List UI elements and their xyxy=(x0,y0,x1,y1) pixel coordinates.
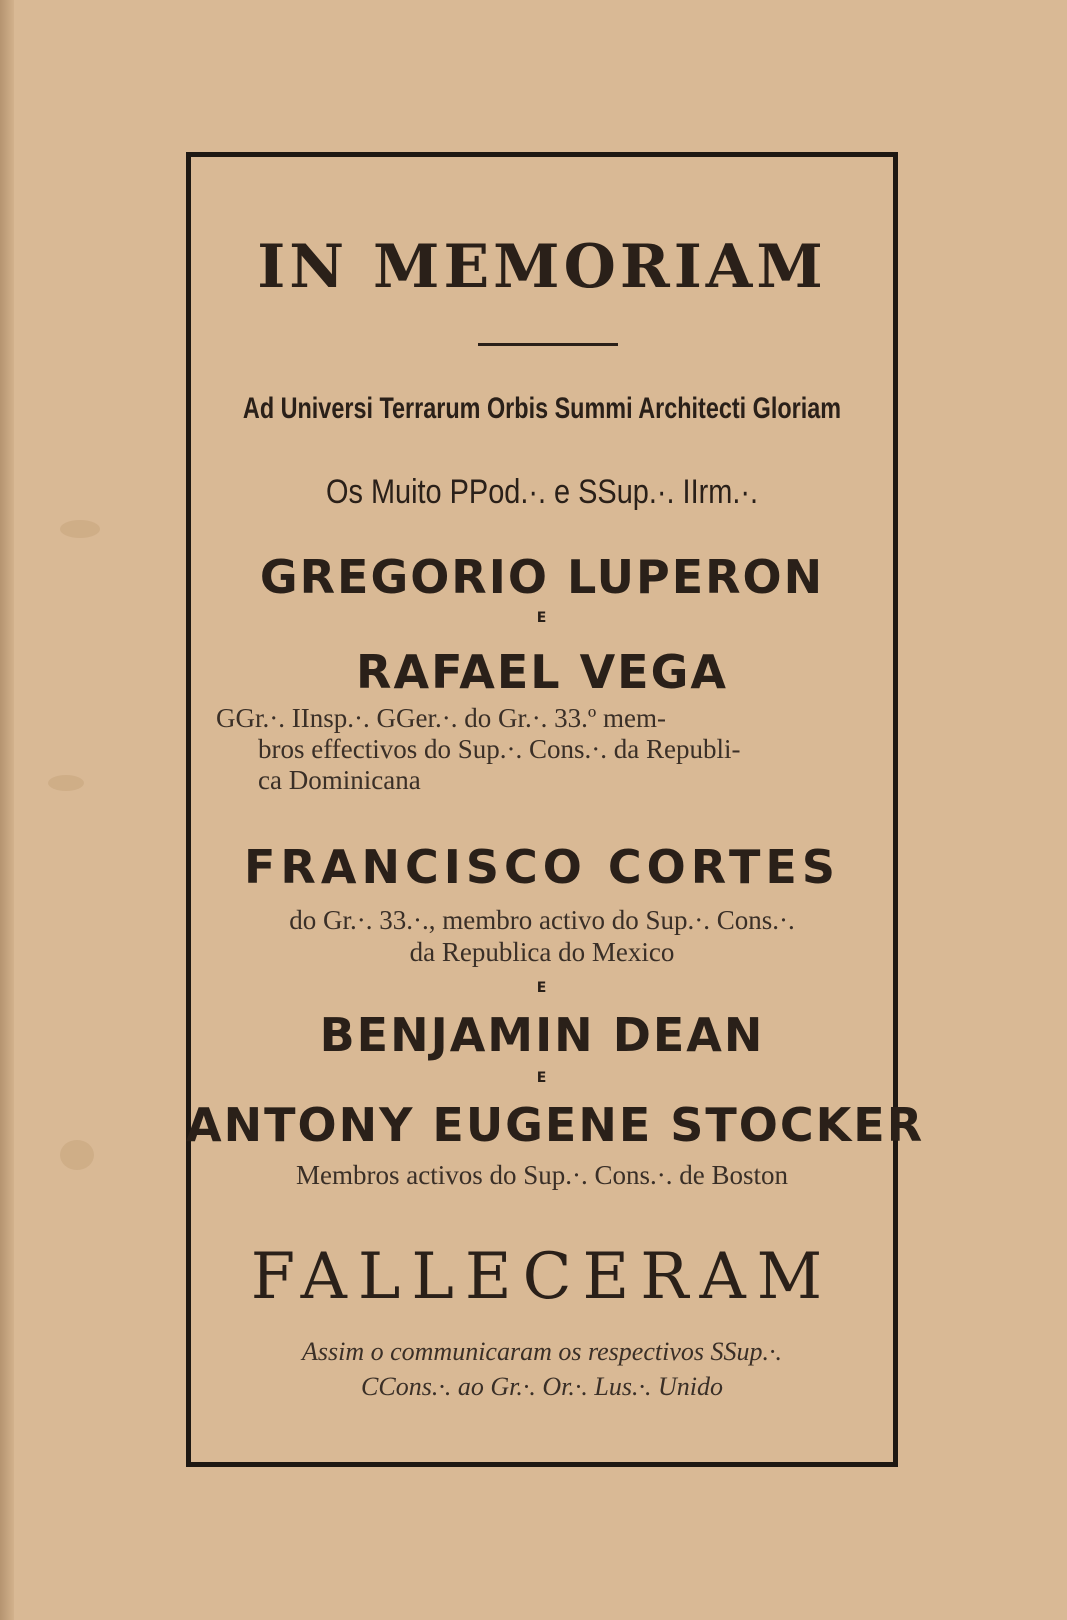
conjunction: E xyxy=(536,980,548,996)
paragraph-line: bros effectivos do Sup.·. Cons.·. da Republi- xyxy=(258,734,741,764)
conjunction: E xyxy=(536,610,548,626)
paragraph-line: GGr.·. IInsp.·. GGer.·. do Gr.·. 33.º mem- xyxy=(216,703,667,733)
conjunction: E xyxy=(536,1070,548,1086)
paragraph-mexico-line2: da Republica do Mexico xyxy=(409,937,675,967)
subtitle: Os Muito PPod.·. e SSup.·. IIrm.·. xyxy=(325,473,759,511)
name-antony-eugene-stocker: ANTONY EUGENE STOCKER xyxy=(186,1098,925,1152)
name-francisco-cortes: FRANCISCO CORTES xyxy=(244,840,840,894)
falleceram-heading: FALLECERAM xyxy=(250,1240,834,1314)
motto: Ad Universi Terrarum Orbis Summi Architecti Gloriam xyxy=(242,392,842,425)
name-rafael-vega: RAFAEL VEGA xyxy=(356,645,728,699)
name-benjamin-dean: BENJAMIN DEAN xyxy=(319,1008,765,1062)
paragraph-mexico-line1: do Gr.·. 33.·., membro activo do Sup.·. Cons.·. xyxy=(289,905,795,935)
page-title: IN MEMORIAM xyxy=(257,232,827,302)
paragraph-line: ca Dominicana xyxy=(258,765,421,795)
paragraph-dominicana xyxy=(216,703,876,796)
name-gregorio-luperon: GREGORIO LUPERON xyxy=(259,550,825,604)
title-divider xyxy=(478,343,618,346)
closing-line2: CCons.·. ao Gr.·. Or.·. Lus.·. Unido xyxy=(361,1372,723,1401)
paragraph-boston: Membros activos do Sup.·. Cons.·. de Boston xyxy=(296,1160,788,1190)
closing-line1: Assim o communicaram os respectivos SSup.·. xyxy=(302,1337,782,1366)
